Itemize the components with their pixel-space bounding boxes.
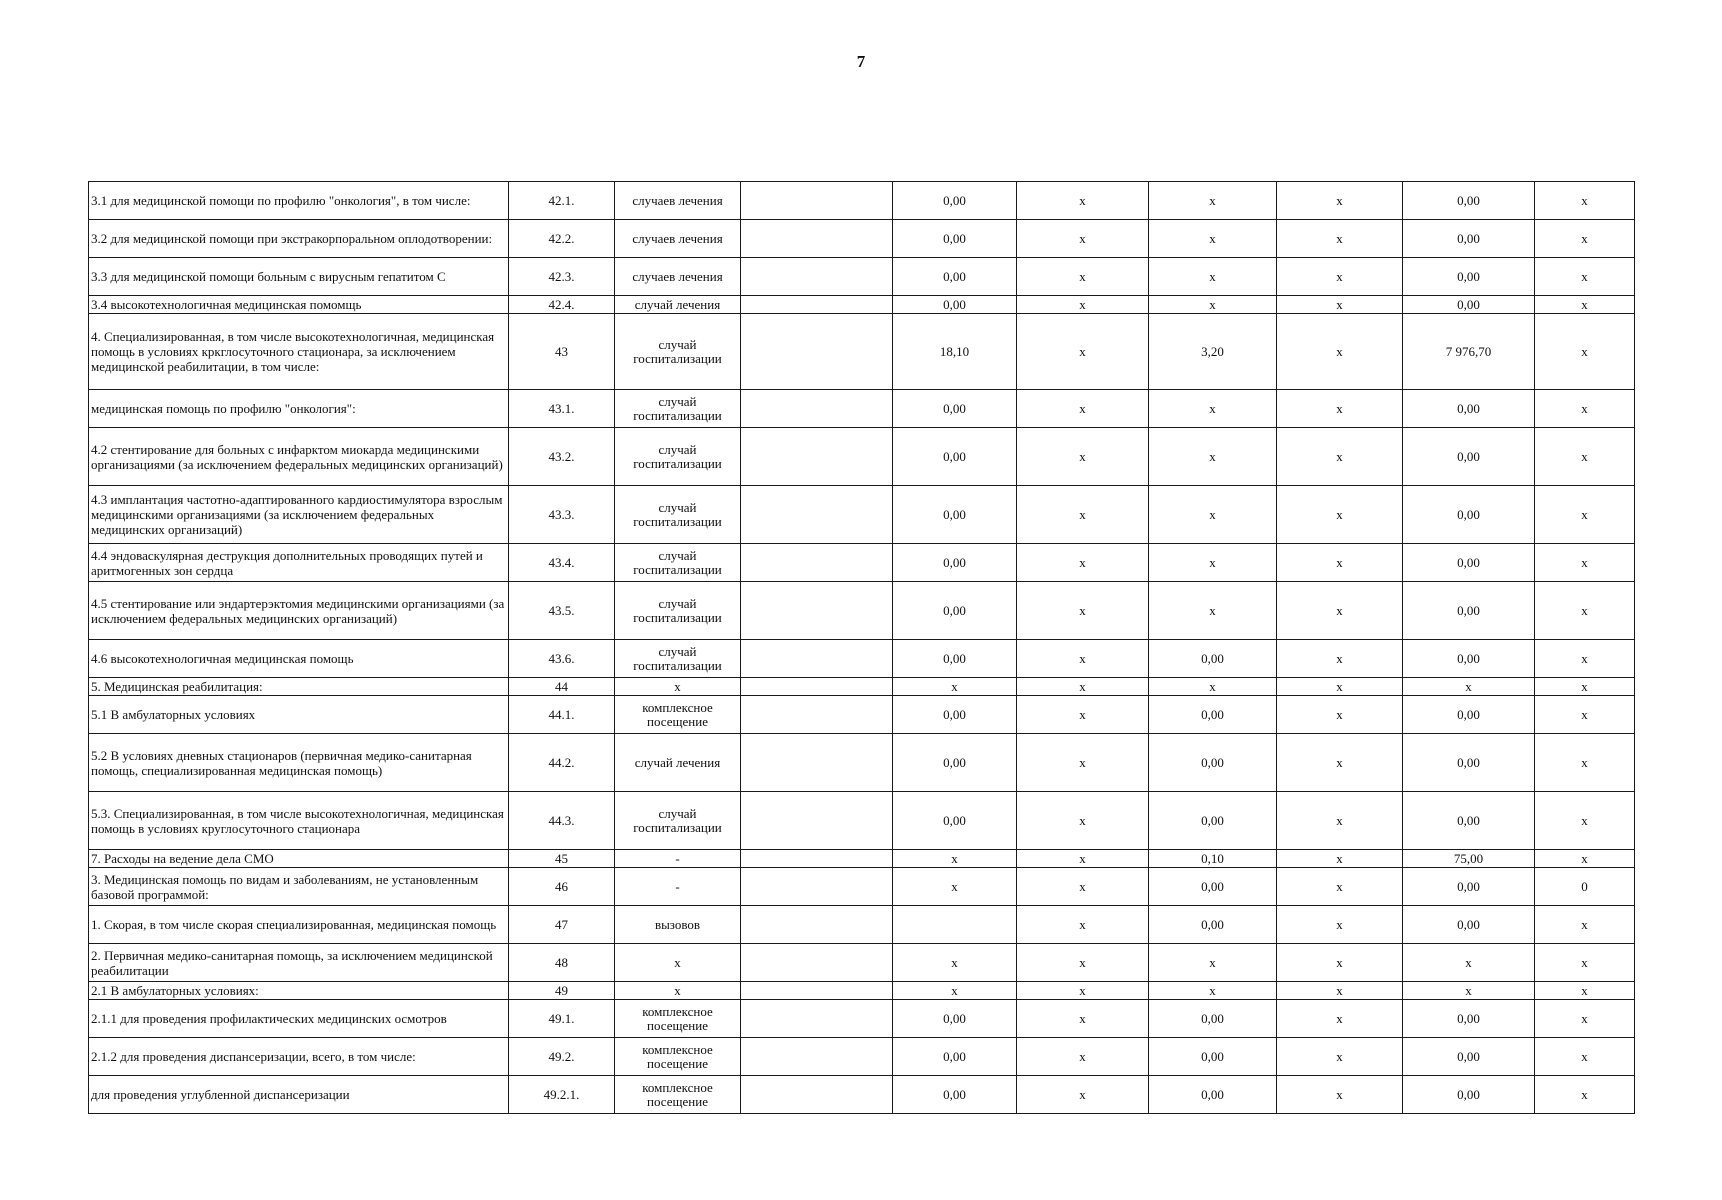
row-code: 46 — [509, 868, 615, 906]
cell-col-2: х — [893, 982, 1017, 1000]
cell-col-1 — [741, 182, 893, 220]
cell-col-4: 0,10 — [1149, 850, 1277, 868]
cell-col-4: х — [1149, 390, 1277, 428]
table-row — [89, 258, 1635, 296]
cell-col-6: 0,00 — [1403, 428, 1535, 486]
cell-col-4: х — [1149, 486, 1277, 544]
cell-col-2: 0,00 — [893, 1038, 1017, 1076]
row-code: 43.6. — [509, 640, 615, 678]
cell-col-5: х — [1277, 640, 1403, 678]
volume-cost-table — [88, 181, 1635, 1114]
cell-col-6: х — [1403, 678, 1535, 696]
cell-col-6: 0,00 — [1403, 696, 1535, 734]
cell-col-5: х — [1277, 850, 1403, 868]
cell-col-6: 0,00 — [1403, 868, 1535, 906]
row-name: 3.3 для медицинской помощи больным с вирусным гепатитом С — [89, 258, 509, 296]
cell-col-2: х — [893, 678, 1017, 696]
row-code: 48 — [509, 944, 615, 982]
row-name: 2.1 В амбулаторных условиях: — [89, 982, 509, 1000]
cell-col-4: 0,00 — [1149, 1038, 1277, 1076]
cell-col-6: 7 976,70 — [1403, 314, 1535, 390]
cell-col-2: 0,00 — [893, 792, 1017, 850]
row-code: 43.2. — [509, 428, 615, 486]
cell-col-3: х — [1017, 1076, 1149, 1114]
row-name: 5. Медицинская реабилитация: — [89, 678, 509, 696]
cell-col-3: х — [1017, 792, 1149, 850]
row-code: 49.2.1. — [509, 1076, 615, 1114]
cell-col-1 — [741, 544, 893, 582]
row-code: 42.3. — [509, 258, 615, 296]
cell-col-3: х — [1017, 258, 1149, 296]
cell-col-7: х — [1535, 390, 1635, 428]
cell-col-6: х — [1403, 982, 1535, 1000]
cell-col-3: х — [1017, 696, 1149, 734]
cell-col-1 — [741, 220, 893, 258]
row-unit: случаев лечения — [615, 220, 741, 258]
row-unit: х — [615, 982, 741, 1000]
table-row — [89, 982, 1635, 1000]
cell-col-1 — [741, 428, 893, 486]
row-name: 1. Скорая, в том числе скорая специализированная, медицинская помощь — [89, 906, 509, 944]
cell-col-2: 0,00 — [893, 258, 1017, 296]
row-name: 3.4 высокотехнологичная медицинская помомщь — [89, 296, 509, 314]
cell-col-7: х — [1535, 982, 1635, 1000]
cell-col-4: х — [1149, 582, 1277, 640]
cell-col-4: х — [1149, 428, 1277, 486]
cell-col-1 — [741, 678, 893, 696]
table-row — [89, 182, 1635, 220]
cell-col-7: х — [1535, 582, 1635, 640]
cell-col-6: 0,00 — [1403, 220, 1535, 258]
cell-col-4: 0,00 — [1149, 696, 1277, 734]
cell-col-7: х — [1535, 220, 1635, 258]
cell-col-5: х — [1277, 220, 1403, 258]
cell-col-7: х — [1535, 1076, 1635, 1114]
row-name: 3.1 для медицинской помощи по профилю "онкология", в том числе: — [89, 182, 509, 220]
row-name: 7. Расходы на ведение дела СМО — [89, 850, 509, 868]
cell-col-5: х — [1277, 792, 1403, 850]
row-name: 4.5 стентирование или эндартерэктомия медицинскими организациями (за исключением федеральных медицинских организаций) — [89, 582, 509, 640]
row-name: 2. Первичная медико-санитарная помощь, за исключением медицинской реабилитации — [89, 944, 509, 982]
cell-col-1 — [741, 1038, 893, 1076]
cell-col-3: х — [1017, 944, 1149, 982]
cell-col-3: х — [1017, 314, 1149, 390]
row-code: 49 — [509, 982, 615, 1000]
cell-col-2: х — [893, 850, 1017, 868]
cell-col-6: 0,00 — [1403, 486, 1535, 544]
cell-col-3: х — [1017, 850, 1149, 868]
table-row — [89, 220, 1635, 258]
cell-col-6: 0,00 — [1403, 1000, 1535, 1038]
cell-col-3: х — [1017, 1000, 1149, 1038]
cell-col-7: х — [1535, 678, 1635, 696]
row-unit: комплексное посещение — [615, 1076, 741, 1114]
row-name: 4. Специализированная, в том числе высокотехнологичная, медицинская помощь в условиях кркглосуточного стационара, за исключением медицинской реабилитации, в том числе: — [89, 314, 509, 390]
table-row — [89, 544, 1635, 582]
cell-col-6: 0,00 — [1403, 582, 1535, 640]
cell-col-1 — [741, 582, 893, 640]
table-row — [89, 1038, 1635, 1076]
table-row — [89, 678, 1635, 696]
cell-col-5: х — [1277, 544, 1403, 582]
row-name: 4.6 высокотехнологичная медицинская помощь — [89, 640, 509, 678]
row-name: 5.3. Специализированная, в том числе высокотехнологичная, медицинская помощь в условиях круглосуточного стационара — [89, 792, 509, 850]
row-unit: случай госпитализации — [615, 792, 741, 850]
cell-col-4: х — [1149, 678, 1277, 696]
cell-col-5: х — [1277, 734, 1403, 792]
row-code: 42.2. — [509, 220, 615, 258]
cell-col-3: х — [1017, 678, 1149, 696]
row-name: 5.2 В условиях дневных стационаров (первичная медико-санитарная помощь, специализированная медицинская помощь) — [89, 734, 509, 792]
row-code: 44.1. — [509, 696, 615, 734]
row-unit: случай госпитализации — [615, 390, 741, 428]
cell-col-5: х — [1277, 582, 1403, 640]
table-row — [89, 640, 1635, 678]
table-row — [89, 428, 1635, 486]
cell-col-6: 0,00 — [1403, 544, 1535, 582]
row-name: для проведения углубленной диспансеризации — [89, 1076, 509, 1114]
cell-col-7: х — [1535, 258, 1635, 296]
table-row — [89, 296, 1635, 314]
cell-col-6: 0,00 — [1403, 182, 1535, 220]
cell-col-3: х — [1017, 868, 1149, 906]
cell-col-7: х — [1535, 1000, 1635, 1038]
cell-col-7: х — [1535, 1038, 1635, 1076]
cell-col-5: х — [1277, 296, 1403, 314]
cell-col-5: х — [1277, 182, 1403, 220]
cell-col-4: 0,00 — [1149, 792, 1277, 850]
cell-col-1 — [741, 296, 893, 314]
row-code: 44.2. — [509, 734, 615, 792]
cell-col-3: х — [1017, 296, 1149, 314]
cell-col-7: х — [1535, 906, 1635, 944]
table-row — [89, 1076, 1635, 1114]
cell-col-6: 0,00 — [1403, 734, 1535, 792]
row-unit: случай госпитализации — [615, 486, 741, 544]
row-name: 5.1 В амбулаторных условиях — [89, 696, 509, 734]
row-unit: вызовов — [615, 906, 741, 944]
cell-col-5: х — [1277, 982, 1403, 1000]
cell-col-7: х — [1535, 734, 1635, 792]
table-row — [89, 850, 1635, 868]
cell-col-4: х — [1149, 258, 1277, 296]
cell-col-3: х — [1017, 734, 1149, 792]
cell-col-6: 0,00 — [1403, 390, 1535, 428]
table-row — [89, 314, 1635, 390]
cell-col-4: х — [1149, 944, 1277, 982]
table-row — [89, 906, 1635, 944]
cell-col-5: х — [1277, 868, 1403, 906]
row-code: 44.3. — [509, 792, 615, 850]
row-code: 45 — [509, 850, 615, 868]
cell-col-2: 0,00 — [893, 486, 1017, 544]
row-unit: случай госпитализации — [615, 314, 741, 390]
row-unit: случай госпитализации — [615, 640, 741, 678]
row-code: 43.4. — [509, 544, 615, 582]
table-row — [89, 792, 1635, 850]
cell-col-7: х — [1535, 182, 1635, 220]
row-unit: случай госпитализации — [615, 582, 741, 640]
row-code: 49.2. — [509, 1038, 615, 1076]
cell-col-1 — [741, 486, 893, 544]
cell-col-7: х — [1535, 486, 1635, 544]
cell-col-6: 0,00 — [1403, 1076, 1535, 1114]
cell-col-6: 0,00 — [1403, 1038, 1535, 1076]
cell-col-5: х — [1277, 1000, 1403, 1038]
cell-col-3: х — [1017, 906, 1149, 944]
cell-col-1 — [741, 868, 893, 906]
row-unit: случаев лечения — [615, 182, 741, 220]
cell-col-7: х — [1535, 696, 1635, 734]
row-code: 49.1. — [509, 1000, 615, 1038]
row-unit: х — [615, 678, 741, 696]
cell-col-1 — [741, 792, 893, 850]
cell-col-5: х — [1277, 258, 1403, 296]
row-unit: комплексное посещение — [615, 696, 741, 734]
row-code: 43.5. — [509, 582, 615, 640]
cell-col-1 — [741, 696, 893, 734]
row-unit: случай лечения — [615, 296, 741, 314]
cell-col-3: х — [1017, 486, 1149, 544]
row-unit: случай госпитализации — [615, 428, 741, 486]
cell-col-7: х — [1535, 944, 1635, 982]
row-unit: - — [615, 868, 741, 906]
cell-col-3: х — [1017, 582, 1149, 640]
cell-col-2: 0,00 — [893, 1000, 1017, 1038]
row-code: 42.4. — [509, 296, 615, 314]
cell-col-5: х — [1277, 1038, 1403, 1076]
cell-col-3: х — [1017, 544, 1149, 582]
cell-col-5: х — [1277, 428, 1403, 486]
cell-col-1 — [741, 1000, 893, 1038]
cell-col-6: 75,00 — [1403, 850, 1535, 868]
row-code: 43 — [509, 314, 615, 390]
cell-col-7: х — [1535, 296, 1635, 314]
row-name: 2.1.2 для проведения диспансеризации, всего, в том числе: — [89, 1038, 509, 1076]
row-name: 4.4 эндоваскулярная деструкция дополнительных проводящих путей и аритмогенных зон сердца — [89, 544, 509, 582]
cell-col-5: х — [1277, 1076, 1403, 1114]
row-code: 43.1. — [509, 390, 615, 428]
cell-col-1 — [741, 906, 893, 944]
row-unit: случай госпитализации — [615, 544, 741, 582]
cell-col-4: х — [1149, 296, 1277, 314]
cell-col-1 — [741, 944, 893, 982]
cell-col-2: 0,00 — [893, 640, 1017, 678]
row-unit: комплексное посещение — [615, 1038, 741, 1076]
cell-col-2: 0,00 — [893, 182, 1017, 220]
cell-col-3: х — [1017, 220, 1149, 258]
table-row — [89, 868, 1635, 906]
table-row — [89, 696, 1635, 734]
cell-col-7: х — [1535, 850, 1635, 868]
cell-col-2: 0,00 — [893, 734, 1017, 792]
cell-col-5: х — [1277, 390, 1403, 428]
cell-col-7: 0 — [1535, 868, 1635, 906]
cell-col-6: 0,00 — [1403, 906, 1535, 944]
cell-col-1 — [741, 390, 893, 428]
table-body — [89, 182, 1635, 1114]
cell-col-2 — [893, 906, 1017, 944]
row-unit: случаев лечения — [615, 258, 741, 296]
cell-col-1 — [741, 640, 893, 678]
cell-col-1 — [741, 982, 893, 1000]
cell-col-2: 0,00 — [893, 296, 1017, 314]
cell-col-5: х — [1277, 906, 1403, 944]
cell-col-4: 0,00 — [1149, 1000, 1277, 1038]
cell-col-4: х — [1149, 544, 1277, 582]
table-row — [89, 1000, 1635, 1038]
cell-col-1 — [741, 258, 893, 296]
cell-col-6: 0,00 — [1403, 258, 1535, 296]
cell-col-4: х — [1149, 182, 1277, 220]
table-row — [89, 486, 1635, 544]
cell-col-3: х — [1017, 640, 1149, 678]
cell-col-5: х — [1277, 486, 1403, 544]
cell-col-2: 0,00 — [893, 582, 1017, 640]
cell-col-2: 0,00 — [893, 1076, 1017, 1114]
table-row — [89, 734, 1635, 792]
row-name: 3. Медицинская помощь по видам и заболеваниям, не установленным базовой программой: — [89, 868, 509, 906]
table-row — [89, 944, 1635, 982]
row-code: 44 — [509, 678, 615, 696]
row-code: 47 — [509, 906, 615, 944]
cell-col-7: х — [1535, 792, 1635, 850]
cell-col-2: х — [893, 944, 1017, 982]
cell-col-5: х — [1277, 696, 1403, 734]
cell-col-2: 0,00 — [893, 544, 1017, 582]
row-name: 3.2 для медицинской помощи при экстракорпоральном оплодотворении: — [89, 220, 509, 258]
cell-col-4: х — [1149, 220, 1277, 258]
cell-col-6: 0,00 — [1403, 792, 1535, 850]
cell-col-2: 18,10 — [893, 314, 1017, 390]
row-name: 4.2 стентирование для больных с инфарктом миокарда медицинскими организациями (за исключением федеральных медицинских организаций) — [89, 428, 509, 486]
cell-col-1 — [741, 1076, 893, 1114]
cell-col-6: 0,00 — [1403, 640, 1535, 678]
cell-col-2: 0,00 — [893, 220, 1017, 258]
cell-col-6: х — [1403, 944, 1535, 982]
cell-col-1 — [741, 850, 893, 868]
cell-col-7: х — [1535, 544, 1635, 582]
row-name: медицинская помощь по профилю "онкология": — [89, 390, 509, 428]
table-row — [89, 390, 1635, 428]
row-unit: комплексное посещение — [615, 1000, 741, 1038]
cell-col-4: 0,00 — [1149, 640, 1277, 678]
cell-col-5: х — [1277, 944, 1403, 982]
page-number: 7 — [856, 52, 866, 71]
row-unit: случай лечения — [615, 734, 741, 792]
cell-col-3: х — [1017, 390, 1149, 428]
cell-col-2: 0,00 — [893, 390, 1017, 428]
row-unit: - — [615, 850, 741, 868]
cell-col-4: 0,00 — [1149, 734, 1277, 792]
cell-col-5: х — [1277, 314, 1403, 390]
cell-col-4: х — [1149, 982, 1277, 1000]
cell-col-3: х — [1017, 1038, 1149, 1076]
cell-col-4: 0,00 — [1149, 868, 1277, 906]
row-name: 2.1.1 для проведения профилактических медицинских осмотров — [89, 1000, 509, 1038]
cell-col-7: х — [1535, 428, 1635, 486]
cell-col-7: х — [1535, 640, 1635, 678]
cell-col-6: 0,00 — [1403, 296, 1535, 314]
cell-col-4: 0,00 — [1149, 906, 1277, 944]
cell-col-3: х — [1017, 982, 1149, 1000]
row-name: 4.3 имплантация частотно-адаптированного кардиостимулятора взрослым медицинскими организациями (за исключением федеральных медицинских организаций) — [89, 486, 509, 544]
row-unit: х — [615, 944, 741, 982]
row-code: 42.1. — [509, 182, 615, 220]
cell-col-4: 3,20 — [1149, 314, 1277, 390]
cell-col-5: х — [1277, 678, 1403, 696]
cell-col-1 — [741, 734, 893, 792]
cell-col-3: х — [1017, 182, 1149, 220]
cell-col-7: х — [1535, 314, 1635, 390]
row-code: 43.3. — [509, 486, 615, 544]
cell-col-2: 0,00 — [893, 428, 1017, 486]
table-row — [89, 582, 1635, 640]
cell-col-3: х — [1017, 428, 1149, 486]
cell-col-2: 0,00 — [893, 696, 1017, 734]
cell-col-2: х — [893, 868, 1017, 906]
cell-col-1 — [741, 314, 893, 390]
cell-col-4: 0,00 — [1149, 1076, 1277, 1114]
